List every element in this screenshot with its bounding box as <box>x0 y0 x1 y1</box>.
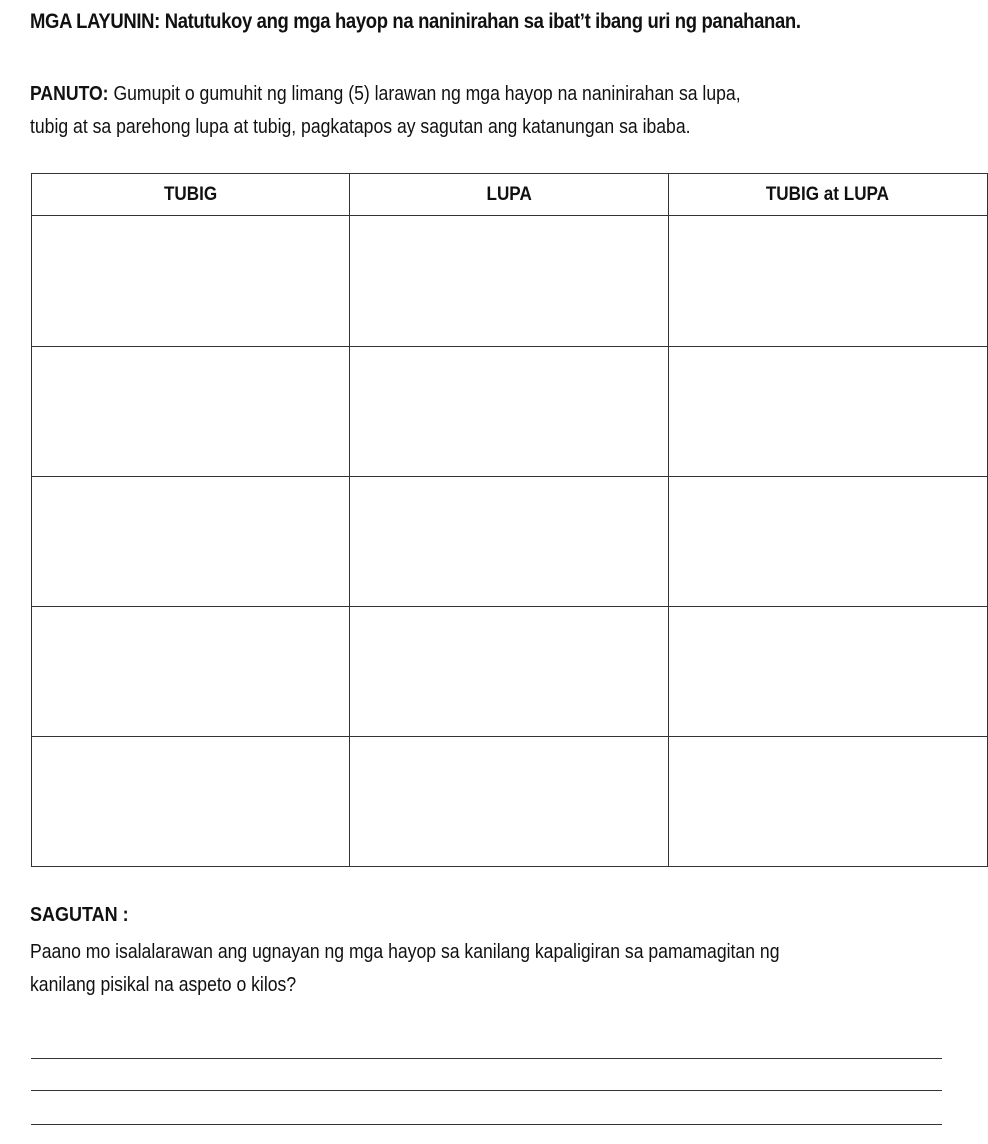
question <box>30 936 910 1002</box>
objectives-heading: MGA LAYUNIN: Natutukoy ang mga hayop na naninirahan sa ibat’t ibang uri ng panahanan. <box>30 10 801 33</box>
instructions-text-1: Gumupit o gumuhit ng limang (5) larawan ng mga hayop na naninirahan sa lupa, <box>108 83 741 105</box>
cell-tubig-at-lupa[interactable] <box>668 347 987 477</box>
table-row <box>32 737 988 867</box>
cell-tubig-at-lupa[interactable] <box>668 607 987 737</box>
header-lupa: LUPA <box>350 174 668 216</box>
cell-tubig[interactable] <box>32 737 350 867</box>
cell-tubig-at-lupa[interactable] <box>668 216 987 347</box>
header-tubig-at-lupa: TUBIG at LUPA <box>668 174 987 216</box>
instructions-label: PANUTO: <box>30 83 109 105</box>
question-line-2: kanilang pisikal na aspeto o kilos? <box>30 974 297 996</box>
cell-lupa[interactable] <box>350 607 668 737</box>
answer-line-3[interactable] <box>31 1124 942 1125</box>
cell-tubig-at-lupa[interactable] <box>668 477 987 607</box>
instructions-line-2: tubig at sa parehong lupa at tubig, pagkatapos ay sagutan ang katanungan sa ibaba. <box>30 116 691 138</box>
cell-lupa[interactable] <box>350 737 668 867</box>
instructions <box>30 78 910 144</box>
answer-section-label: SAGUTAN : <box>30 904 129 926</box>
header-tubig: TUBIG <box>32 174 350 216</box>
table-row <box>32 477 988 607</box>
cell-tubig[interactable] <box>32 607 350 737</box>
answer-line-2[interactable] <box>31 1090 942 1091</box>
table-row <box>32 347 988 477</box>
cell-tubig[interactable] <box>32 477 350 607</box>
cell-tubig-at-lupa[interactable] <box>668 737 987 867</box>
table-header-row <box>32 174 988 216</box>
instructions-line-1 <box>30 78 910 111</box>
cell-lupa[interactable] <box>350 216 668 347</box>
table-row <box>32 216 988 347</box>
cell-tubig[interactable] <box>32 347 350 477</box>
answer-line-1[interactable] <box>31 1058 942 1059</box>
question-line-1: Paano mo isalalarawan ang ugnayan ng mga hayop sa kanilang kapaligiran sa pamamagitan ng <box>30 941 780 963</box>
cell-lupa[interactable] <box>350 477 668 607</box>
animal-habitat-table <box>31 173 988 867</box>
table-row <box>32 607 988 737</box>
cell-tubig[interactable] <box>32 216 350 347</box>
cell-lupa[interactable] <box>350 347 668 477</box>
